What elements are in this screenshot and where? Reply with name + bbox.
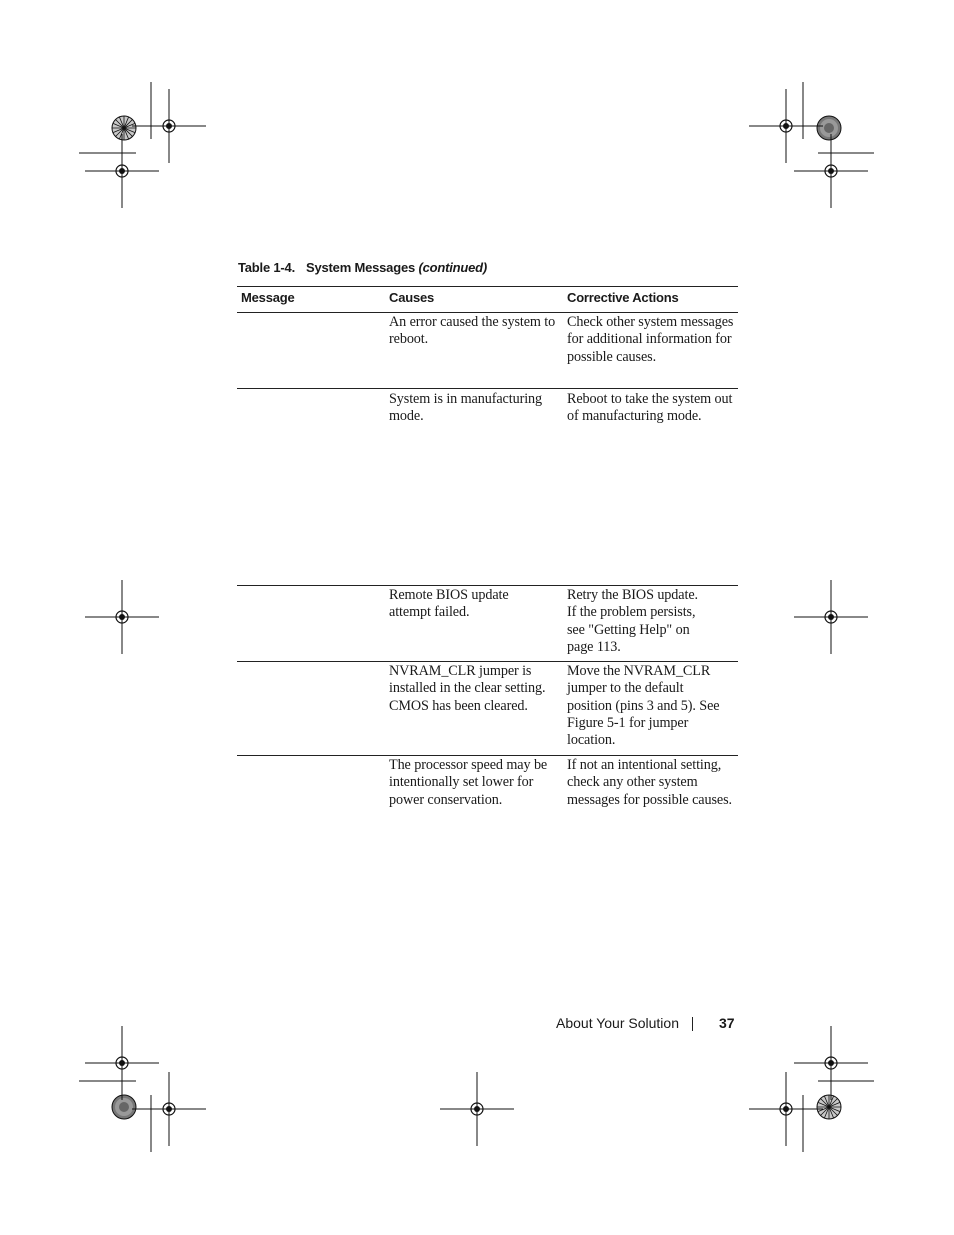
registration-star-icon bbox=[817, 116, 841, 140]
row-1-action: Check other system messages for additional information for possible causes. bbox=[567, 314, 734, 365]
row-1-cause: An error caused the system to reboot. bbox=[389, 314, 556, 348]
row-2-cause: System is in manufacturing mode. bbox=[389, 391, 543, 425]
crosshair-icon bbox=[85, 580, 159, 654]
crosshair-icon bbox=[132, 89, 206, 163]
row-4-action: Move the NVRAM_CLR jumper to the default position (pins 3 and 5). See Figure 5-1 for jumper location. bbox=[567, 663, 720, 749]
row-divider bbox=[237, 661, 738, 662]
row-3-cause: Remote BIOS update attempt failed. bbox=[389, 587, 509, 621]
crosshair-icon bbox=[749, 89, 823, 163]
table-number: Table 1-4. bbox=[238, 260, 296, 275]
row-2-action: Reboot to take the system out of manufacturing mode. bbox=[567, 391, 733, 425]
footer-separator bbox=[692, 1017, 693, 1031]
crosshair-icon bbox=[85, 1026, 159, 1100]
header-message: Message bbox=[241, 290, 295, 305]
table-top-rule bbox=[237, 286, 738, 287]
table-continued-label: (continued) bbox=[418, 260, 488, 275]
row-divider bbox=[237, 755, 738, 756]
row-divider bbox=[237, 388, 738, 389]
crosshair-icon bbox=[85, 134, 159, 208]
table-title: System Messages bbox=[306, 260, 416, 275]
header-rule bbox=[237, 312, 738, 313]
table-caption bbox=[238, 260, 487, 275]
page-number: 37 bbox=[719, 1015, 735, 1031]
footer-section-title: About Your Solution bbox=[556, 1015, 679, 1031]
crosshair-icon bbox=[132, 1072, 206, 1146]
row-3-action: Retry the BIOS update. If the problem persists, see "Getting Help" on page 113. bbox=[567, 587, 698, 655]
registration-star-icon bbox=[112, 1095, 136, 1119]
registration-star-icon bbox=[817, 1095, 841, 1119]
row-divider bbox=[237, 585, 738, 586]
row-5-action: If not an intentional setting, check any other system messages for possible causes. bbox=[567, 757, 732, 808]
registration-star-icon bbox=[112, 116, 136, 140]
crosshair-icon bbox=[794, 580, 868, 654]
header-corrective-actions: Corrective Actions bbox=[567, 290, 679, 305]
crosshair-icon bbox=[440, 1072, 514, 1146]
header-causes: Causes bbox=[389, 290, 435, 305]
row-5-cause: The processor speed may be intentionally set lower for power conservation. bbox=[389, 757, 548, 808]
crosshair-icon bbox=[794, 134, 868, 208]
crosshair-icon bbox=[794, 1026, 868, 1100]
crosshair-icon bbox=[749, 1072, 823, 1146]
row-4-cause: NVRAM_CLR jumper is installed in the clear setting. CMOS has been cleared. bbox=[389, 663, 546, 714]
